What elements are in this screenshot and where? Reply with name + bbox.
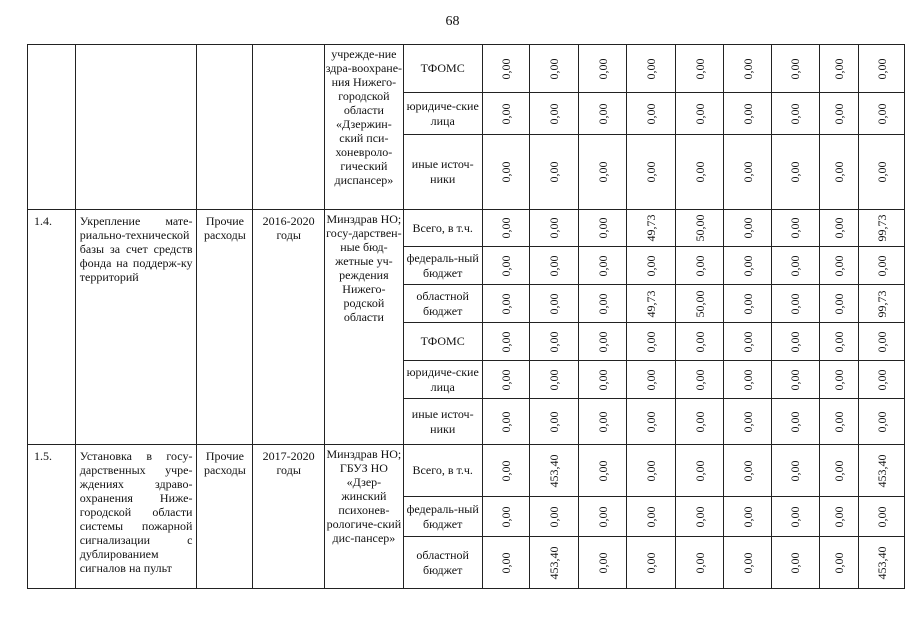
value-text: 0,00 — [595, 369, 610, 390]
value-text: 0,00 — [595, 460, 610, 481]
value-text: 453,40 — [874, 546, 889, 579]
value-text: 0,00 — [692, 161, 707, 183]
funding-source: федераль-ный бюджет — [403, 497, 482, 537]
value-cell — [530, 361, 579, 399]
value-text: 0,00 — [692, 331, 707, 352]
value-cell — [859, 285, 905, 323]
value-text: 0,00 — [740, 506, 755, 527]
value-text: 0,00 — [740, 293, 755, 314]
funding-source: ТФОМС — [403, 323, 482, 361]
value-cell — [675, 45, 724, 93]
value-cell — [530, 135, 579, 210]
value-text: 0,00 — [831, 506, 846, 527]
value-text: 0,00 — [788, 460, 803, 481]
value-text: 0,00 — [788, 217, 803, 239]
item-years: 2017-2020 годы — [253, 445, 325, 589]
value-text: 0,00 — [788, 369, 803, 390]
value-cell — [627, 135, 676, 210]
value-text: 0,00 — [546, 161, 561, 183]
value-cell — [530, 45, 579, 93]
item-years: 2016-2020 годы — [253, 210, 325, 445]
value-text: 0,00 — [740, 255, 755, 276]
value-cell — [859, 247, 905, 285]
value-cell — [627, 285, 676, 323]
item-years — [253, 45, 325, 210]
value-cell — [578, 497, 627, 537]
value-text: 0,00 — [740, 369, 755, 390]
value-text: 0,00 — [788, 331, 803, 352]
value-cell — [675, 361, 724, 399]
value-text: 0,00 — [831, 161, 846, 183]
value-text: 0,00 — [595, 411, 610, 432]
funding-source: иные источ-ники — [403, 399, 482, 445]
value-text: 0,00 — [692, 369, 707, 390]
value-text: 0,00 — [498, 411, 513, 432]
value-cell — [859, 445, 905, 497]
value-text: 0,00 — [546, 369, 561, 390]
value-text: 0,00 — [644, 331, 659, 352]
value-cell — [578, 361, 627, 399]
value-cell — [530, 537, 579, 589]
value-cell — [772, 323, 820, 361]
value-text: 0,00 — [595, 293, 610, 314]
value-text: 0,00 — [595, 506, 610, 527]
value-text: 0,00 — [874, 506, 889, 527]
value-cell — [482, 537, 530, 589]
value-text: 0,00 — [788, 161, 803, 183]
value-text: 0,00 — [644, 460, 659, 481]
value-cell — [675, 445, 724, 497]
value-text: 0,00 — [546, 331, 561, 352]
funding-source: иные источ-ники — [403, 135, 482, 210]
page-number: 68 — [445, 14, 460, 29]
value-cell — [578, 247, 627, 285]
value-cell — [482, 210, 530, 247]
value-text: 0,00 — [740, 58, 755, 79]
value-text: 0,00 — [498, 103, 513, 124]
value-text: 0,00 — [831, 460, 846, 481]
value-cell — [530, 210, 579, 247]
value-text: 0,00 — [740, 552, 755, 573]
value-cell — [859, 135, 905, 210]
value-text: 0,00 — [831, 369, 846, 390]
value-text: 0,00 — [546, 506, 561, 527]
value-text: 0,00 — [874, 58, 889, 79]
value-text: 0,00 — [498, 217, 513, 239]
value-cell — [578, 210, 627, 247]
value-cell — [859, 537, 905, 589]
value-cell — [627, 497, 676, 537]
expense-type — [197, 45, 253, 210]
funding-source: Всего, в т.ч. — [403, 445, 482, 497]
value-cell — [772, 399, 820, 445]
value-cell — [578, 323, 627, 361]
value-text: 0,00 — [595, 103, 610, 124]
value-cell — [530, 399, 579, 445]
value-text: 0,00 — [692, 506, 707, 527]
value-cell — [627, 445, 676, 497]
value-text: 0,00 — [595, 255, 610, 276]
item-name: Установка в госу-дарственных учре-ждениях здраво-охранения Ниже-городской области системы пожарной сигнализации с дублированием сигналов на пульт — [75, 445, 197, 589]
value-text: 0,00 — [498, 58, 513, 79]
value-cell — [819, 445, 859, 497]
value-cell — [482, 445, 530, 497]
value-cell — [772, 537, 820, 589]
value-text: 99,73 — [874, 290, 889, 317]
value-text: 0,00 — [644, 369, 659, 390]
value-text: 0,00 — [546, 293, 561, 314]
table-row — [28, 445, 905, 497]
value-cell — [578, 45, 627, 93]
value-text: 0,00 — [874, 161, 889, 183]
value-text: 0,00 — [874, 255, 889, 276]
value-cell — [724, 399, 772, 445]
value-text: 0,00 — [595, 58, 610, 79]
value-cell — [627, 93, 676, 135]
value-cell — [724, 93, 772, 135]
value-text: 0,00 — [788, 103, 803, 124]
value-text: 0,00 — [644, 58, 659, 79]
value-cell — [675, 135, 724, 210]
value-cell — [530, 445, 579, 497]
value-cell — [675, 497, 724, 537]
value-text: 0,00 — [874, 331, 889, 352]
value-cell — [724, 135, 772, 210]
value-text: 0,00 — [740, 331, 755, 352]
value-text: 49,73 — [644, 214, 659, 242]
value-cell — [578, 445, 627, 497]
value-cell — [724, 45, 772, 93]
item-number: 1.4. — [28, 210, 76, 445]
value-cell — [482, 399, 530, 445]
value-text: 0,00 — [546, 58, 561, 79]
value-cell — [482, 285, 530, 323]
executor: учрежде-ние здра-воохране-ния Нижего-городской области «Дзержин-ский пси-хоневроло-гический диспансер» — [324, 45, 403, 210]
value-cell — [578, 93, 627, 135]
value-cell — [578, 285, 627, 323]
value-text: 0,00 — [788, 506, 803, 527]
value-text: 0,00 — [831, 293, 846, 314]
value-cell — [482, 135, 530, 210]
value-text: 0,00 — [831, 103, 846, 124]
item-number: 1.5. — [28, 445, 76, 589]
value-text: 453,40 — [546, 454, 561, 487]
value-text: 50,00 — [692, 214, 707, 242]
funding-source: ТФОМС — [403, 45, 482, 93]
value-cell — [819, 210, 859, 247]
value-cell — [482, 45, 530, 93]
value-cell — [578, 399, 627, 445]
value-cell — [724, 497, 772, 537]
expense-type: Прочие расходы — [197, 445, 253, 589]
value-cell — [724, 210, 772, 247]
value-text: 453,40 — [546, 546, 561, 579]
value-text: 0,00 — [498, 506, 513, 527]
value-text: 0,00 — [644, 161, 659, 183]
item-name: Укрепление мате-риально-технической базы за счет средств фонда на поддерж-ку территорий — [75, 210, 197, 445]
value-text: 0,00 — [644, 255, 659, 276]
value-text: 0,00 — [644, 552, 659, 573]
table-row — [28, 45, 905, 93]
value-text: 0,00 — [788, 58, 803, 79]
value-text: 0,00 — [831, 411, 846, 432]
value-cell — [859, 45, 905, 93]
value-cell — [627, 323, 676, 361]
value-cell — [772, 285, 820, 323]
funding-source: областной бюджет — [403, 285, 482, 323]
value-cell — [819, 247, 859, 285]
value-cell — [859, 361, 905, 399]
value-cell — [819, 497, 859, 537]
value-cell — [819, 399, 859, 445]
value-text: 49,73 — [644, 290, 659, 317]
value-text: 0,00 — [874, 411, 889, 432]
value-text: 0,00 — [740, 411, 755, 432]
value-cell — [482, 323, 530, 361]
value-cell — [724, 361, 772, 399]
value-cell — [772, 45, 820, 93]
value-cell — [859, 497, 905, 537]
value-cell — [627, 361, 676, 399]
value-cell — [578, 135, 627, 210]
value-cell — [724, 247, 772, 285]
value-cell — [724, 537, 772, 589]
value-cell — [482, 93, 530, 135]
value-text: 0,00 — [692, 58, 707, 79]
value-text: 0,00 — [788, 255, 803, 276]
value-text: 0,00 — [788, 293, 803, 314]
value-cell — [675, 247, 724, 285]
value-text: 0,00 — [595, 161, 610, 183]
value-text: 0,00 — [831, 331, 846, 352]
value-text: 0,00 — [498, 331, 513, 352]
funding-source: юридиче-ские лица — [403, 361, 482, 399]
value-text: 0,00 — [546, 411, 561, 432]
value-cell — [530, 247, 579, 285]
value-cell — [819, 93, 859, 135]
value-cell — [675, 210, 724, 247]
value-text: 0,00 — [498, 161, 513, 183]
value-cell — [482, 247, 530, 285]
item-name — [75, 45, 197, 210]
value-text: 0,00 — [546, 103, 561, 124]
value-text: 0,00 — [692, 255, 707, 276]
table-row — [28, 210, 905, 247]
value-cell — [675, 285, 724, 323]
value-text: 0,00 — [498, 255, 513, 276]
value-text: 0,00 — [644, 506, 659, 527]
item-number — [28, 45, 76, 210]
value-cell — [772, 445, 820, 497]
value-cell — [772, 210, 820, 247]
value-text: 0,00 — [692, 411, 707, 432]
value-cell — [627, 247, 676, 285]
value-cell — [724, 285, 772, 323]
value-cell — [482, 497, 530, 537]
value-text: 0,00 — [692, 460, 707, 481]
value-cell — [578, 537, 627, 589]
value-text: 0,00 — [740, 217, 755, 239]
value-cell — [819, 361, 859, 399]
value-cell — [530, 285, 579, 323]
value-cell — [530, 497, 579, 537]
value-cell — [859, 399, 905, 445]
value-cell — [819, 285, 859, 323]
value-cell — [675, 537, 724, 589]
value-text: 0,00 — [692, 552, 707, 573]
value-text: 453,40 — [874, 454, 889, 487]
value-text: 0,00 — [831, 58, 846, 79]
value-cell — [675, 323, 724, 361]
value-text: 0,00 — [595, 331, 610, 352]
budget-table — [27, 44, 905, 589]
value-text: 50,00 — [692, 290, 707, 317]
value-text: 0,00 — [546, 255, 561, 276]
value-text: 0,00 — [595, 552, 610, 573]
value-cell — [627, 45, 676, 93]
value-cell — [772, 93, 820, 135]
value-text: 0,00 — [831, 217, 846, 239]
value-text: 0,00 — [498, 369, 513, 390]
funding-source: Всего, в т.ч. — [403, 210, 482, 247]
value-text: 0,00 — [874, 369, 889, 390]
value-cell — [772, 497, 820, 537]
value-text: 0,00 — [498, 552, 513, 573]
value-text: 99,73 — [874, 214, 889, 242]
value-cell — [819, 537, 859, 589]
value-text: 0,00 — [788, 552, 803, 573]
value-cell — [530, 323, 579, 361]
funding-source: федераль-ный бюджет — [403, 247, 482, 285]
value-text: 0,00 — [740, 161, 755, 183]
table-body — [28, 45, 905, 589]
executor: Минздрав НО; ГБУЗ НО «Дзер-жинский психонев-рологиче-ский дис-пансер» — [324, 445, 403, 589]
value-text: 0,00 — [692, 103, 707, 124]
value-cell — [859, 323, 905, 361]
executor: Минздрав НО; госу-дарствен-ные бюд-жетные уч-реждения Нижего-родской области — [324, 210, 403, 445]
value-text: 0,00 — [546, 217, 561, 239]
value-cell — [675, 93, 724, 135]
value-text: 0,00 — [595, 217, 610, 239]
value-cell — [859, 210, 905, 247]
expense-type: Прочие расходы — [197, 210, 253, 445]
value-cell — [530, 93, 579, 135]
value-text: 0,00 — [498, 293, 513, 314]
value-text: 0,00 — [740, 103, 755, 124]
value-cell — [627, 537, 676, 589]
value-cell — [819, 135, 859, 210]
value-text: 0,00 — [740, 460, 755, 481]
value-cell — [482, 361, 530, 399]
value-cell — [675, 399, 724, 445]
value-text: 0,00 — [831, 552, 846, 573]
value-cell — [772, 135, 820, 210]
funding-source: областной бюджет — [403, 537, 482, 589]
value-cell — [772, 247, 820, 285]
value-text: 0,00 — [644, 103, 659, 124]
value-text: 0,00 — [498, 460, 513, 481]
value-cell — [724, 323, 772, 361]
value-cell — [859, 93, 905, 135]
value-cell — [819, 323, 859, 361]
funding-source: юридиче-ские лица — [403, 93, 482, 135]
value-text: 0,00 — [644, 411, 659, 432]
value-text: 0,00 — [874, 103, 889, 124]
value-cell — [627, 399, 676, 445]
value-text: 0,00 — [831, 255, 846, 276]
value-cell — [772, 361, 820, 399]
value-cell — [724, 445, 772, 497]
value-cell — [627, 210, 676, 247]
value-text: 0,00 — [788, 411, 803, 432]
value-cell — [819, 45, 859, 93]
